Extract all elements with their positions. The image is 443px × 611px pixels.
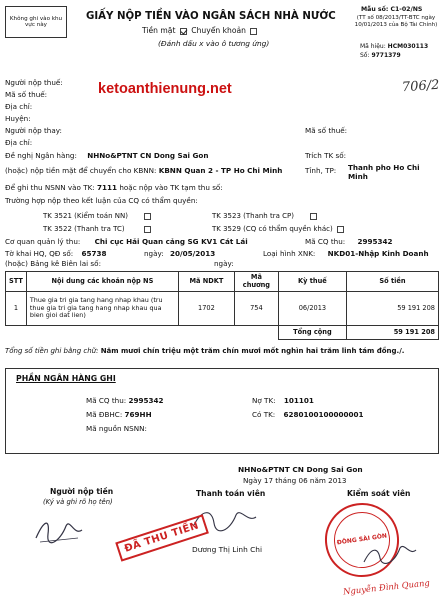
mahieu-value: HCM030113 <box>387 43 429 50</box>
bank-request-row <box>5 152 208 160</box>
treasury-value: KBNN Quan 2 - TP Ho Chi Minh <box>158 166 283 175</box>
province-label: Tỉnh, TP: <box>305 166 337 175</box>
payer-signature <box>30 512 90 548</box>
bank-dbhc-row <box>86 411 152 419</box>
nsnn-account-row <box>5 184 223 192</box>
authority-label: Cơ quan quản lý thu: <box>5 237 81 246</box>
cashier-name: Dương Thị Linh Chi <box>192 545 263 554</box>
import-type-value: NKD01-Nhập Kinh Doanh <box>327 249 429 258</box>
col-amount: Số tiền <box>346 272 438 292</box>
bank-dbhc-label: Mã ĐBHC: <box>86 410 123 419</box>
bank-section <box>5 368 439 454</box>
bank-request-label: Đề nghị Ngân hàng: <box>5 151 77 160</box>
col-chapter: Mã chương <box>234 272 278 292</box>
cell-content: Thue gia tri gia tang hang nhap khau (tru thue gia tri gia tang hang nhap khau qua bien gioi dat lien) <box>26 292 178 326</box>
transfer-label: Chuyển khoản <box>191 26 246 35</box>
authority-value: Chi cục Hải Quan cảng SG KV1 Cát Lái <box>94 237 248 246</box>
mahieu-row <box>360 44 428 51</box>
bank-debit-label: Nợ TK: <box>252 396 276 405</box>
bank-cq-value: 2995342 <box>128 396 164 405</box>
district-label: Huyện: <box>5 114 31 123</box>
handwritten-number: 706/2 <box>401 77 440 96</box>
payer-sign-note: (Ký và ghi rõ họ tên) <box>43 498 113 506</box>
receipt-date-label: ngày: <box>214 259 234 268</box>
bank-cq-row <box>86 397 164 405</box>
cell-ndkt: 1702 <box>178 292 234 326</box>
bank-cq-label: Mã CQ thu: <box>86 396 127 405</box>
watermark-text: ketoanthienung.net <box>98 81 232 97</box>
import-type-label: Loại hình XNK: <box>263 249 316 258</box>
treasury-label: (hoặc) nộp tiền mặt để chuyển cho KBNN: <box>5 166 157 175</box>
paid-stamp: ĐÃ THU TIỀN <box>115 514 208 561</box>
bank-section-title: PHẦN NGÂN HÀNG GHI <box>16 374 116 383</box>
cash-label: Tiền mặt <box>142 26 176 35</box>
tk3522-checkbox[interactable] <box>144 226 151 233</box>
cell-amount: 59 191 208 <box>346 292 438 326</box>
reserved-area-box <box>5 6 67 38</box>
temp-account-label: hoặc nộp vào TK tạm thu số: <box>119 183 223 192</box>
authority-code-label: Mã CQ thu: <box>305 237 346 246</box>
col-period: Kỳ thuế <box>278 272 346 292</box>
authority-code-row <box>305 238 393 246</box>
table-row <box>6 292 439 326</box>
amount-words-label: Tổng số tiền ghi bằng chữ: <box>5 347 99 355</box>
authority-code-value: 2995342 <box>357 237 393 246</box>
signing-date: Ngày 17 tháng 06 năm 2013 <box>243 476 347 485</box>
payment-table <box>5 271 439 340</box>
so-label: Số: <box>360 52 370 59</box>
declaration-label: Tờ khai HQ, QĐ số: <box>5 249 74 258</box>
so-row <box>360 53 401 60</box>
authority-row <box>5 238 248 246</box>
cashier-title: Thanh toán viên <box>196 489 266 498</box>
mahieu-label: Mã hiệu: <box>360 43 386 50</box>
nsnn-account-label: Để ghi thu NSNN vào TK: <box>5 183 95 192</box>
controller-signature <box>360 540 420 568</box>
bank-debit-row <box>252 397 314 405</box>
payment-method-row <box>142 27 259 36</box>
bank-source-label: Mã nguồn NSNN: <box>86 424 147 433</box>
cash-checkbox[interactable] <box>180 28 187 35</box>
proxy-payer-label: Người nộp thay: <box>5 126 62 135</box>
declaration-date-value: 20/05/2013 <box>169 249 216 258</box>
tk3523-option <box>212 212 319 220</box>
bank-credit-row <box>252 411 364 419</box>
col-stt: STT <box>6 272 27 292</box>
debit-account-label: Trích TK số: <box>305 151 347 160</box>
tk3529-option <box>212 225 346 233</box>
declaration-value: 65738 <box>81 249 107 258</box>
cell-chapter: 754 <box>234 292 278 326</box>
so-value: 9771379 <box>371 52 401 59</box>
form-code: Mẫu số: C1-02/NS <box>361 6 423 13</box>
proxy-tax-label: Mã số thuế: <box>305 126 348 135</box>
cell-period: 06/2013 <box>278 292 346 326</box>
circular-ref: (TT số 08/2013/TT-BTC ngày 10/01/2013 của Bộ Tài Chính) <box>354 15 438 28</box>
cell-stt: 1 <box>6 292 27 326</box>
declaration-date-label: ngày: <box>144 249 164 258</box>
bank-credit-label: Có TK: <box>252 410 276 419</box>
receipt-label: (hoặc) Bảng kê Biên lai số: <box>5 259 101 268</box>
tk3523-checkbox[interactable] <box>310 213 317 220</box>
tk3529-checkbox[interactable] <box>337 226 344 233</box>
total-label: Tổng cộng <box>278 326 346 340</box>
province-value: Thanh pho Ho Chi Minh <box>348 163 420 181</box>
bank-credit-value: 6280100100000001 <box>283 410 364 419</box>
tk3529-label: TK 3529 (CQ có thẩm quyền khác) <box>212 225 333 233</box>
form-title: GIẤY NỘP TIỀN VÀO NGÂN SÁCH NHÀ NƯỚC <box>86 11 336 22</box>
tk3521-checkbox[interactable] <box>144 213 151 220</box>
amount-words-value: Năm mươi chín triệu một trăm chín mươi mốt nghìn hai trăm linh tám đồng./. <box>100 347 405 355</box>
authority-case-label: Trường hợp nộp theo kết luận của CQ có thẩm quyền: <box>5 196 198 205</box>
reserved-area-note: Không ghi vào khu vực này <box>9 15 63 28</box>
signing-bank-name: NHNo&PTNT CN Dong Sai Gon <box>238 465 363 474</box>
bank-dbhc-value: 769HH <box>124 410 152 419</box>
import-type-row <box>263 250 429 258</box>
payer-name-label: Người nộp thuế: <box>5 78 63 87</box>
mark-note: (Đánh dấu x vào ô tương ứng) <box>158 39 270 48</box>
bank-request-value: NHNo&PTNT CN Dong Sai Gon <box>87 151 209 160</box>
nsnn-account-value: 7111 <box>97 183 118 192</box>
declaration-no-row <box>5 250 107 258</box>
transfer-checkbox[interactable] <box>250 28 257 35</box>
controller-name: Nguyễn Đình Quang <box>342 577 431 597</box>
seal-text: ĐÔNG SÀI GÒN <box>336 532 388 547</box>
proxy-address-label: Địa chỉ: <box>5 138 33 147</box>
receipt-row <box>5 260 101 268</box>
amount-words-row <box>5 347 404 355</box>
bank-debit-value: 101101 <box>283 396 314 405</box>
tk3523-label: TK 3523 (Thanh tra CP) <box>212 212 294 220</box>
tk3521-label: TK 3521 (Kiểm toán NN) <box>43 212 128 220</box>
controller-title: Kiểm soát viên <box>347 489 411 498</box>
payer-tax-label: Mã số thuế: <box>5 90 48 99</box>
tk3521-option <box>43 212 153 220</box>
declaration-date-row <box>144 250 215 258</box>
payer-sign-title: Người nộp tiền <box>50 487 114 496</box>
payer-address-label: Địa chỉ: <box>5 102 33 111</box>
col-ndkt: Mã NDKT <box>178 272 234 292</box>
tk3522-label: TK 3522 (Thanh tra TC) <box>43 225 125 233</box>
col-content: Nội dung các khoản nộp NS <box>26 272 178 292</box>
tk3522-option <box>43 225 153 233</box>
table-header-row <box>6 272 439 292</box>
treasury-row <box>5 167 282 175</box>
total-value: 59 191 208 <box>346 326 438 340</box>
table-total-row <box>6 326 439 340</box>
